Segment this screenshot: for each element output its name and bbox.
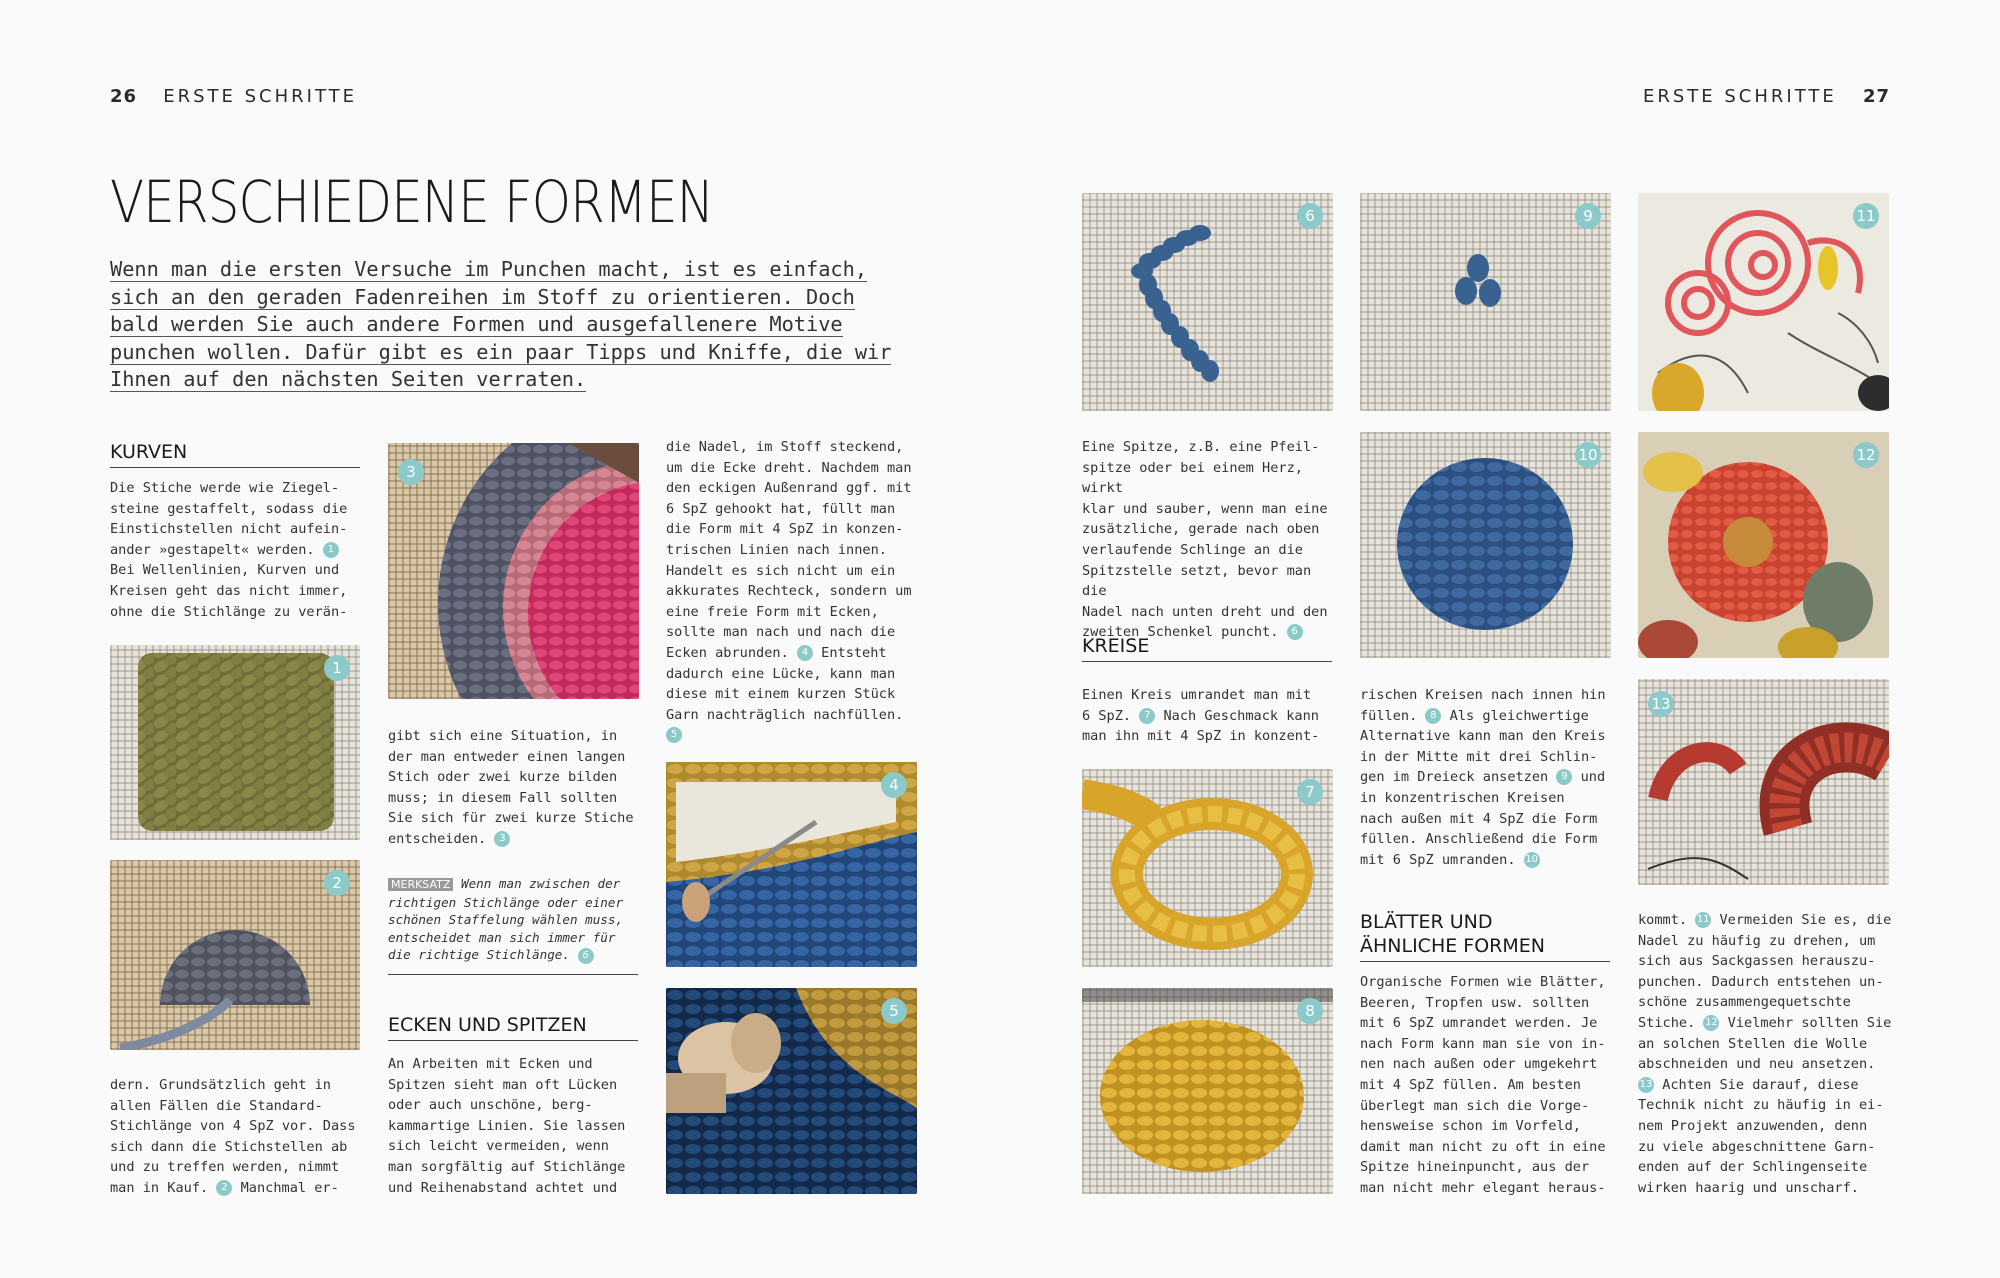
- merksatz-tag: MERKSATZ: [388, 878, 453, 891]
- ref-10: 10: [1524, 852, 1540, 868]
- photo-badge-3: 3: [398, 459, 424, 485]
- col2-text: gibt sich eine Situation, in der man entweder einen langen Stich oder zwei kurze bilden muss; in diesem Fall sollten Sie sich für zwei kurze Stiche entscheiden. 3: [388, 728, 634, 847]
- photo-badge-8: 8: [1297, 998, 1323, 1024]
- photo-badge-5: 5: [881, 998, 907, 1024]
- heading-kurven: KURVEN: [110, 440, 360, 468]
- merksatz-text: Wenn man zwischen der richtigen Stichlänge oder einer schönen Staffelung wählen muss, entscheidet man sich immer für die richtige Stichlänge.: [388, 876, 624, 963]
- kreise-text-a: Einen Kreis umrandet man mit 6 SpZ. 7 Nach Geschmack kann man ihn mit 4 SpZ in konzent-: [1082, 687, 1320, 745]
- blaetter-text: Organische Formen wie Blätter, Beeren, Tropfen usw. sollten mit 6 SpZ umrandet werden. Je nach Form kann man sie von in- nen nach außen oder umgekehrt mit 4 SpZ füllen. Am besten überlegt man sich die Vorge- hensweise schon im Vorfeld, damit man nicht zu oft in eine Spitze hineinpuncht, aus der man nicht mehr elegant heraus-: [1360, 974, 1606, 1196]
- intro-text: Wenn man die ersten Versuche im Punchen macht, ist es einfach, sich an den geraden Fadenreihen im Stoff zu orientieren. Doch bald werden Sie auch andere Formen und ausgefallenere Motive punchen wollen. Dafür gibt es ein paar Tipps und Kniffe, die wir Ihnen auf den nächsten Seiten verraten.: [110, 257, 892, 391]
- page-title: VERSCHIEDENE FORMEN: [110, 168, 714, 236]
- col-last-text: kommt. 11 Vermeiden Sie es, die Nadel zu häufig zu drehen, um sich aus Sackgassen herauszu- punchen. Dadurch entstehen un- schöne zusammengequetschte Stiche. 12 Vielmehr sollten Sie an solchen Stellen die Wolle abschneiden und neu ansetzen. 13 Achten Sie darauf, diese Technik nicht zu häufig in ei- nem Projekt anzuwenden, denn zu viele abgeschnittene Garn- enden auf der Schlingenseite wirken haarig und unscharf.: [1638, 912, 1892, 1196]
- photo-badge-6: 6: [1297, 203, 1323, 229]
- photo-12: [1638, 432, 1889, 658]
- left-page-header: [110, 86, 357, 107]
- photo-badge-2: 2: [324, 870, 350, 896]
- ref-6-merksatz: 6: [578, 948, 594, 964]
- photo-badge-9: 9: [1575, 203, 1601, 229]
- col3-text: die Nadel, im Stoff steckend, um die Ecke dreht. Nachdem man den eckigen Außenrand ggf. mit 6 SpZ gehookt hat, füllt man die Form mit 4 SpZ in konzen- trischen Linien nach innen. Handelt es sich nicht um ein akkurates Rechteck, sondern um eine freie Form mit Ecken, sollte man nach und nach die Ecken abrunden. 4 Entsteht dadurch eine Lücke, kann man diese mit einem kurzen Stück Garn nachträglich nachfüllen. 5: [666, 437, 922, 746]
- right-section-label: ERSTE SCHRITTE: [1642, 86, 1837, 107]
- ref-5: 5: [666, 727, 682, 743]
- ref-8: 8: [1425, 708, 1441, 724]
- photo-8: [1082, 988, 1333, 1194]
- kurven-text-c: dern. Grundsätzlich geht in allen Fällen die Standard- Stichlänge von 4 SpZ vor. Dass sich dann die Stichstellen ab und zu treffen werden, nimmt man in Kauf. 2 Manchmal er-: [110, 1077, 356, 1196]
- photo-13: [1638, 679, 1889, 885]
- ref-2: 2: [216, 1180, 232, 1196]
- ref-9: 9: [1556, 769, 1572, 785]
- ref-6: 6: [1287, 624, 1303, 640]
- photo-badge-11: 11: [1853, 203, 1879, 229]
- photo-4: [666, 762, 917, 967]
- photo-1: [110, 645, 360, 840]
- photo-6: [1082, 193, 1333, 411]
- photo-badge-4: 4: [881, 772, 907, 798]
- left-section-label: ERSTE SCHRITTE: [163, 86, 358, 107]
- photo-badge-10: 10: [1575, 442, 1601, 468]
- kreise-text-b: rischen Kreisen nach innen hin füllen. 8 Als gleichwertige Alternative kann man den Kreis in der Mitte mit drei Schlin- gen im Dreieck ansetzen 9 und in konzentrischen Kreisen nach außen mit 4 SpZ die Form füllen. Anschließend die Form mit 6 SpZ umranden. 10: [1360, 687, 1606, 868]
- kurven-text-a: Die Stiche werde wie Ziegel- steine gestaffelt, sodass die Einstichstellen nicht aufein- ander »gestapelt« werden. 1 Bei Wellenlinien, Kurven und Kreisen geht das nicht immer, ohne die Stichlänge zu verän-: [110, 480, 348, 620]
- right-page-header: [1643, 86, 1890, 107]
- ref-4: 4: [797, 645, 813, 661]
- photo-3: [388, 443, 639, 699]
- ref-11: 11: [1695, 912, 1711, 928]
- ref-13: 13: [1638, 1077, 1654, 1093]
- photo-11: [1638, 193, 1889, 411]
- photo-7: [1082, 769, 1333, 967]
- spitze-text: Eine Spitze, z.B. eine Pfeil- spitze oder bei einem Herz, wirkt klar und sauber, wenn man eine zusätzliche, gerade nach oben verlaufende Schlinge an die Spitzstelle setzt, bevor man die Nadel nach unten dreht und den zweiten Schenkel puncht. 6: [1082, 439, 1328, 641]
- heading-blaetter: BLÄTTER UND ÄHNLICHE FORMEN: [1360, 910, 1610, 962]
- heading-ecken: ECKEN UND SPITZEN: [388, 1013, 638, 1041]
- ecken-text: An Arbeiten mit Ecken und Spitzen sieht man oft Lücken oder auch unschöne, berg- kammartige Linien. Sie lassen sich leicht vermeiden, wenn man sorgfältig auf Stichlänge und Reihenabstand achtet und: [388, 1056, 626, 1196]
- ref-7: 7: [1139, 708, 1155, 724]
- left-page-number: 26: [110, 86, 138, 107]
- photo-9: [1360, 193, 1611, 411]
- intro-paragraph: [110, 256, 910, 394]
- ref-1: 1: [323, 542, 339, 558]
- photo-badge-12: 12: [1853, 442, 1879, 468]
- photo-badge-1: 1: [324, 655, 350, 681]
- merksatz-box: [388, 875, 638, 975]
- photo-2: [110, 860, 360, 1050]
- ref-12: 12: [1703, 1015, 1719, 1031]
- photo-badge-7: 7: [1297, 779, 1323, 805]
- photo-5: [666, 988, 917, 1194]
- photo-badge-13: 13: [1648, 691, 1674, 717]
- right-page-number: 27: [1862, 86, 1890, 107]
- heading-kreise: KREISE: [1082, 634, 1332, 662]
- ref-3: 3: [494, 831, 510, 847]
- photo-10: [1360, 432, 1611, 658]
